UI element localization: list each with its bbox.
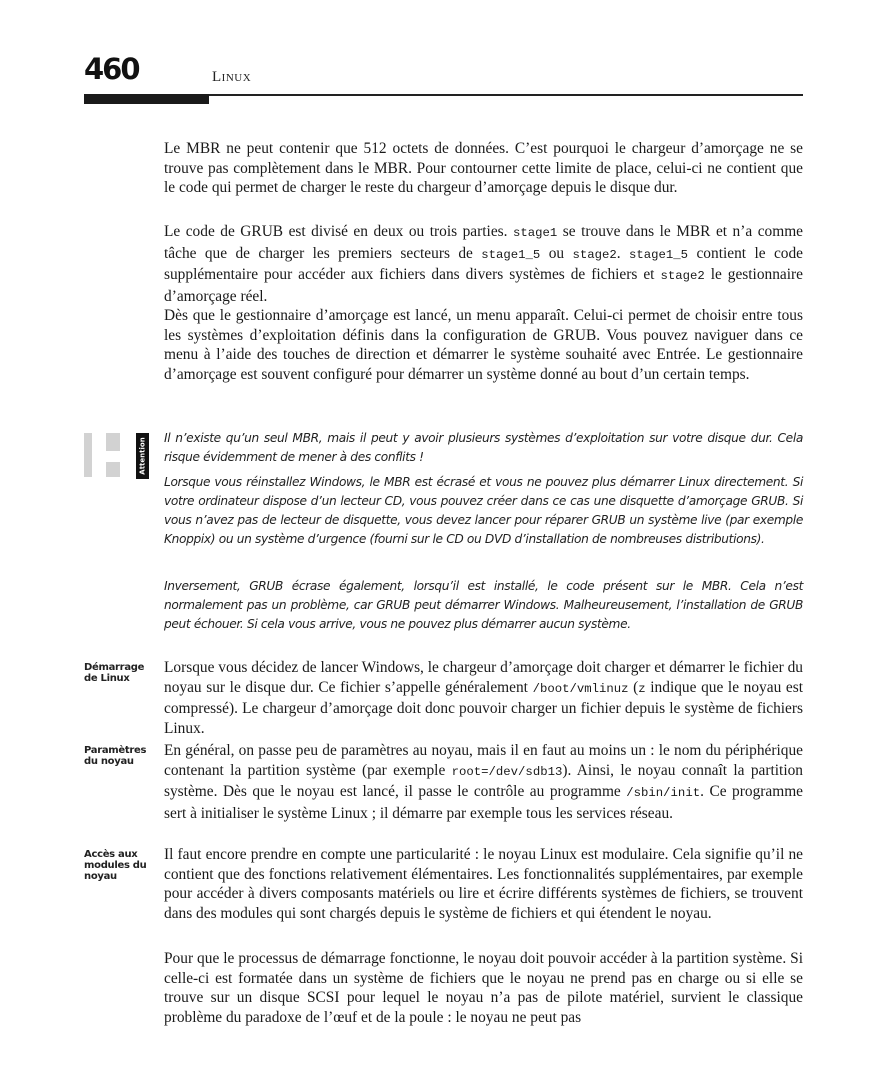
code-vmlinuz-path: /boot/vmlinuz (532, 681, 629, 696)
paragraph-linux-boot: Lorsque vous décidez de lancer Windows, le chargeur d’amorçage doit charger et démarrer le fichier du noyau sur le disque dur. Ce fichier s’appelle généralement /boot/vmlinuz (z indique que le noyau est compressé). Le chargeur d’amorçage doit donc pouvoir charger un fichier depuis le système de fichiers Linux. (164, 659, 803, 737)
paragraph-kernel-modules: Il faut encore prendre en compte une particularité : le noyau Linux est modulaire. Cela signifie qu’il ne contient que des fonctions relativement élémentaires. Les fonctionnalités supplémentaires, par exemple pour accéder à divers composants matériels ou lire et écrire différents systèmes de fichiers, se trouvent dans des modules qui sont chargés depuis le système de fichiers et qui étendent le noyau. (164, 846, 803, 922)
attention-icon (84, 433, 150, 479)
code-stage1-5: stage1_5 (481, 247, 541, 262)
paragraph-grub-stages: Le code de GRUB est divisé en deux ou trois parties. stage1 se trouve dans le MBR et n’a comme tâche que de charger les premiers secteurs de stage1_5 ou stage2. stage1_5 contient le code supplémentaire pour accéder aux fichiers dans divers systèmes de fichiers et stage2 le gestionnaire d’amorçage réel. (164, 223, 804, 305)
margin-note-boot-linux: Démarrage de Linux (84, 662, 145, 684)
attention-label: Attention (138, 437, 147, 475)
paragraph-kernel-params: En général, on passe peu de paramètres au noyau, mais il en faut au moins un : le nom du périphérique contenant la partition système (par exemple root=/dev/sdb13). Ainsi, le noyau connaît la partition système. Dès que le noyau est lancé, il passe le contrôle au programme /sbin/init. Ce programme sert à initialiser le système Linux ; il démarre par exemple tous les services réseau. (164, 742, 803, 822)
page-number: 460 (84, 52, 139, 86)
header-rule-thick (84, 94, 209, 104)
code-stage2: stage2 (572, 247, 617, 262)
margin-note-kernel-modules: Accès aux modules du noyau (84, 849, 147, 882)
note-windows-reinstall: Lorsque vous réinstallez Windows, le MBR est écrasé et vous ne pouvez plus démarrer Linux directement. Si votre ordinateur dispose d’un lecteur CD, vous pouvez créer dans ce cas une disquette d’amorçage GRUB. Si vous n’avez pas de lecteur de disquette, vous devez lancer pour réparer GRUB un système live (par exemple Knoppix) ou un système d’urgence (fourni sur le CD ou DVD d’installation de nombreuses distributions). (164, 475, 803, 546)
code-stage2: stage2 (660, 269, 705, 284)
margin-note-kernel-params: Paramètres du noyau (84, 745, 147, 767)
code-sbin-init: /sbin/init (626, 786, 701, 801)
note-single-mbr: Il n’existe qu’un seul MBR, mais il peut y avoir plusieurs systèmes d’exploitation sur votre disque dur. Cela risque évidemment de mener à des conflits ! (164, 431, 803, 464)
code-root-param: root=/dev/sdb13 (451, 764, 563, 779)
paragraph-chicken-egg: Pour que le processus de démarrage fonctionne, le noyau doit pouvoir accéder à la partition système. Si celle-ci est formatée dans un système de fichiers que le noyau ne prend pas en charge ou si elle se trouve sur un disque SCSI pour lequel le noyau n’a pas de pilote matériel, survient le classique problème du paradoxe de l’œuf et de la poule : le noyau ne peut pas (164, 950, 803, 1026)
paragraph-mbr-size: Le MBR ne peut contenir que 512 octets de données. C’est pourquoi le chargeur d’amorçage ne se trouve pas complètement dans le MBR. Pour contourner cette limite de place, celui-ci ne contient que le code qui permet de charger le reste du chargeur d’amorçage depuis le disque dur. (164, 140, 803, 197)
code-stage1: stage1 (513, 226, 558, 240)
paragraph-boot-menu: Dès que le gestionnaire d’amorçage est lancé, un menu apparaît. Celui-ci permet de choisir entre tous les systèmes d’exploitation définis dans la configuration de GRUB. Vous pouvez naviguer dans ce menu à l’aide des touches de direction et démarrer le système souhaité avec Entrée. Le gestionnaire d’amorçage est souvent configuré pour démarrer un système donné au bout d’un certain temps. (164, 307, 803, 383)
code-stage1-5: stage1_5 (629, 247, 689, 262)
code-z: z (638, 681, 646, 696)
running-title: Linux (212, 69, 252, 85)
note-grub-overwrite: Inversement, GRUB écrase également, lorsqu’il est installé, le code présent sur le MBR. Cela n’est normalement pas un problème, car GRUB peut démarrer Windows. Malheureusement, l’installation de GRUB peut échouer. Si cela vous arrive, vous ne pouvez plus démarrer aucun système. (164, 579, 803, 631)
